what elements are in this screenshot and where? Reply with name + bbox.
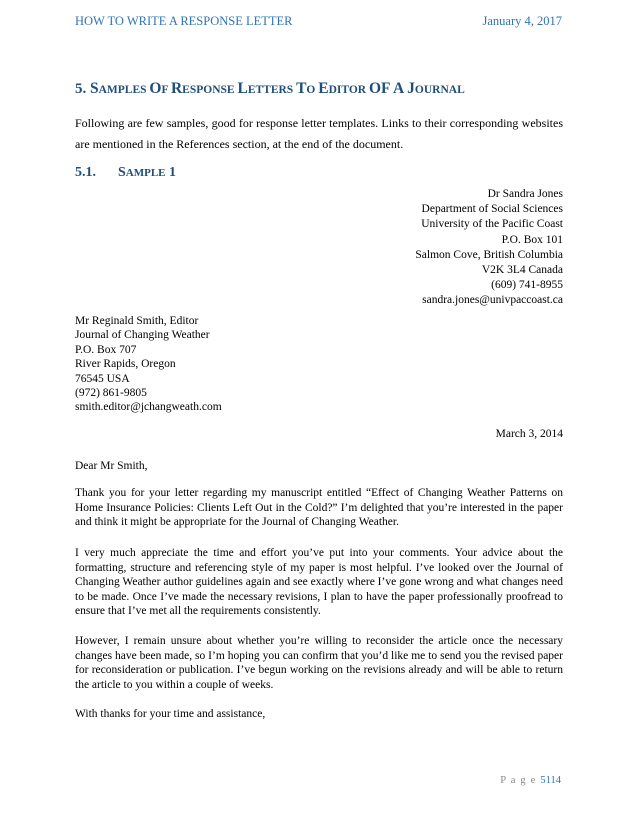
section-title-part: OURNAL	[414, 84, 465, 96]
page-footer	[500, 775, 561, 786]
recipient-address	[75, 314, 222, 415]
recipient-line: (972) 861-9805	[75, 387, 147, 400]
section-title-part: L	[237, 80, 248, 97]
recipient-line: 76545 USA	[75, 372, 130, 385]
section-title-part: OF A	[368, 80, 408, 97]
recipient-line: Journal of Changing Weather	[75, 329, 210, 342]
subsection-title-number: 1	[165, 165, 177, 180]
recipient-line: Mr Reginald Smith, Editor	[75, 315, 199, 327]
subsection-title-initial: S	[118, 165, 126, 180]
header-title: HOW TO WRITE A RESPONSE LETTER	[75, 14, 293, 28]
letter-closing: With thanks for your time and assistance,	[75, 708, 266, 720]
page-number: 5114	[540, 775, 561, 786]
section-title-part: T	[296, 80, 307, 97]
subsection-title-rest: AMPLE	[125, 167, 166, 179]
section-title-part: E	[318, 80, 329, 97]
header-date: January 4, 2017	[482, 14, 562, 28]
section-title-part: S	[90, 80, 99, 97]
section-title-part: J	[407, 80, 415, 97]
sender-line: P.O. Box 101	[501, 233, 563, 246]
section-title-part: ETTERS	[247, 84, 297, 96]
sender-line: Department of Social Sciences	[421, 203, 563, 216]
subsection-heading	[75, 165, 176, 181]
page-header	[75, 14, 562, 29]
sender-line: V2K 3L4 Canada	[481, 264, 563, 277]
section-title-part: DITOR	[328, 84, 369, 96]
section-number: 5.	[75, 81, 87, 97]
section-intro: Following are few samples, good for response letter templates. Links to their corresponding websites are mentioned in the References section, at the end of the document.	[75, 116, 563, 151]
sender-email: sandra.jones@univpaccoast.ca	[422, 294, 563, 307]
sender-line: (609) 741-8955	[491, 279, 563, 292]
subsection-number: 5.1.	[75, 165, 96, 180]
section-title	[90, 81, 465, 97]
letter-paragraph: However, I remain unsure about whether you’re willing to reconsider the article once the necessary changes have been made, so I’m hoping you can confirm that you’d like me to send you the revised paper for reconsideration or publication. I’ve begun working on the revisions already and will be able to return the article to you within a couple of weeks.	[75, 635, 563, 691]
letter-date: March 3, 2014	[495, 428, 563, 440]
letter-paragraph: I very much appreciate the time and effort you’ve put into your comments. Your advice about the formatting, structure and referencing style of my paper is most helpful. I’ve looked over the Journal of Changing Weather author guidelines again and see exactly where I’ve gone wrong and what changes need to be made. Once I’ve made the necessary revisions, I plan to have the paper professionally proofread to ensure that I’ve met all the requirements consistently.	[75, 547, 563, 618]
sender-line: Dr Sandra Jones	[487, 188, 563, 200]
section-title-part: O	[306, 84, 319, 96]
recipient-line: P.O. Box 707	[75, 343, 137, 356]
letter-salutation: Dear Mr Smith,	[75, 460, 148, 472]
sender-line: Salmon Cove, British Columbia	[415, 248, 563, 261]
recipient-line: River Rapids, Oregon	[75, 358, 176, 371]
section-heading	[75, 80, 575, 98]
recipient-email: smith.editor@jchangweath.com	[75, 401, 222, 414]
letter-paragraph: Thank you for your letter regarding my manuscript entitled “Effect of Changing Weather Patterns on Home Insurance Policies: Clients Left Out in the Cold?” I’m delighted that you’re interested in the paper and think it might be appropriate for the Journal of Changing Weather.	[75, 487, 563, 529]
section-title-part: O	[149, 80, 162, 97]
sender-address	[415, 187, 563, 309]
section-title-part: R	[170, 80, 183, 97]
section-title-part: ESPONSE	[182, 84, 238, 96]
sender-line: University of the Pacific Coast	[421, 218, 563, 231]
page-label: P a g e	[500, 775, 537, 786]
section-title-part: AMPLES	[98, 84, 150, 96]
section-title-part: F	[161, 84, 171, 96]
